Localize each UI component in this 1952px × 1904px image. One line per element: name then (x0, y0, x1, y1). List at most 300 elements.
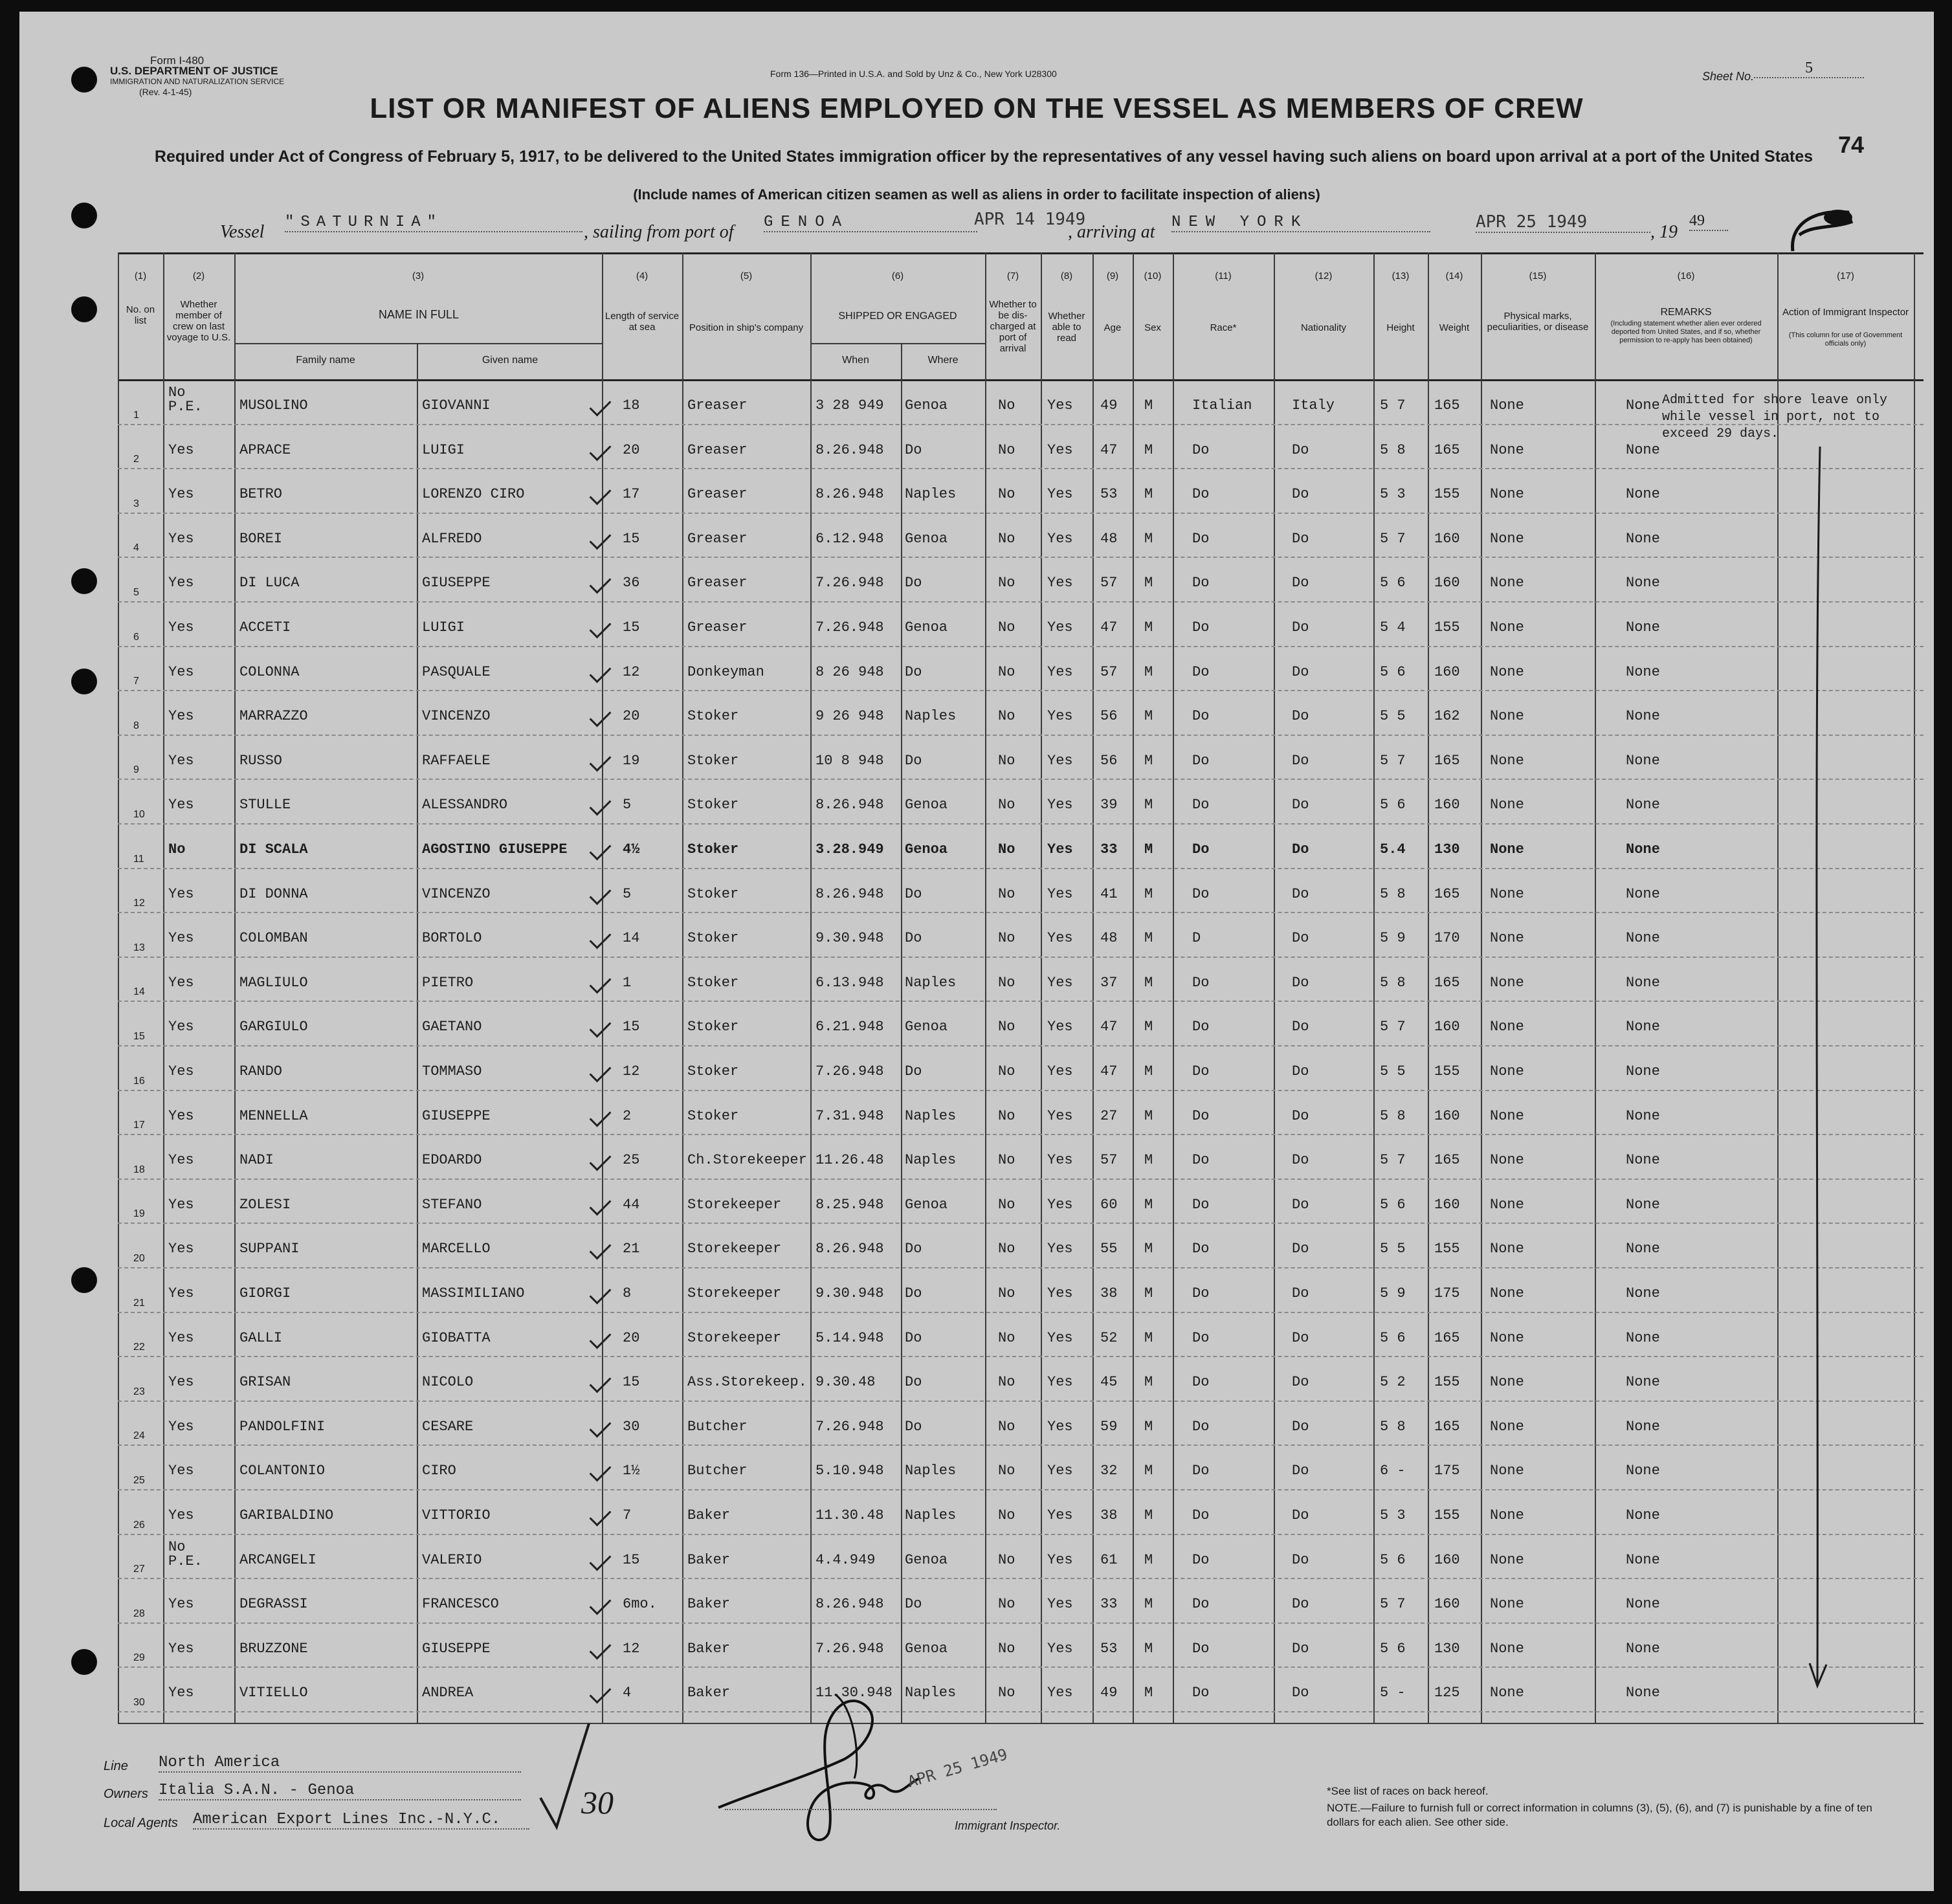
cell-marks: None (1490, 1596, 1524, 1613)
cell-family: ARCANGELI (239, 1551, 316, 1568)
race-note: *See list of races on back hereof. (1327, 1785, 1489, 1797)
cell-family: DI DONNA (239, 885, 308, 902)
cell-height: 5 7 (1380, 1019, 1406, 1035)
check-mark-icon (590, 1460, 612, 1482)
cell-discharged: No (998, 1019, 1015, 1035)
cell-read: Yes (1047, 575, 1073, 592)
cell-height: 5 6 (1380, 1640, 1406, 1657)
cell-where: Do (905, 1374, 922, 1391)
check-mark-icon (590, 527, 612, 549)
cell-when: 3 28 949 (815, 397, 884, 414)
cell-discharged: No (998, 1063, 1015, 1079)
cell-height: 5 2 (1380, 1374, 1406, 1391)
line-value: North America (159, 1754, 521, 1773)
page-title: LIST OR MANIFEST OF ALIENS EMPLOYED ON THE VESSEL AS MEMBERS OF CREW (370, 93, 1584, 124)
cell-family: GALLI (239, 1329, 283, 1346)
cell-nationality: Do (1292, 530, 1309, 547)
cell-race: Do (1192, 1063, 1210, 1079)
cell-where: Genoa (905, 1640, 948, 1657)
cell-remarks: None (1626, 1063, 1660, 1079)
cell-weight: 165 (1434, 1418, 1460, 1435)
cell-prev: Yes (168, 1196, 194, 1213)
cell-remarks: None (1626, 619, 1660, 636)
cell-height: 5 3 (1380, 1507, 1406, 1523)
cell-service: 1½ (623, 1463, 640, 1479)
cell-given: MASSIMILIANO (422, 1285, 525, 1301)
cell-weight: 162 (1434, 708, 1460, 725)
cell-remarks: None (1626, 1685, 1660, 1701)
cell-nationality: Do (1292, 1107, 1309, 1124)
row-number: 17 (133, 1120, 145, 1131)
cell-when: 9.30.48 (815, 1374, 876, 1391)
check-mark-icon (590, 927, 612, 949)
cell-read: Yes (1047, 1596, 1073, 1613)
cell-position: Stoker (687, 1107, 739, 1124)
cell-remarks: None (1626, 1196, 1660, 1213)
row-number: 19 (133, 1208, 145, 1220)
cell-given: VITTORIO (422, 1507, 491, 1523)
cell-remarks: None (1626, 1285, 1660, 1301)
row-number: 14 (133, 986, 145, 998)
cell-service: 4 (623, 1685, 632, 1701)
cell-age: 48 (1100, 930, 1118, 947)
cell-discharged: No (998, 1418, 1015, 1435)
cell-discharged: No (998, 1329, 1015, 1346)
check-mark-icon (590, 1327, 612, 1349)
cell-height: 5 8 (1380, 441, 1406, 458)
cell-position: Storekeeper (687, 1285, 782, 1301)
cell-nationality: Do (1292, 1152, 1309, 1169)
cell-weight: 165 (1434, 1152, 1460, 1169)
punch-hole (71, 669, 97, 694)
cell-where: Do (905, 1596, 922, 1613)
cell-service: 44 (623, 1196, 640, 1213)
cell-remarks: None (1626, 663, 1660, 680)
cell-service: 36 (623, 575, 640, 592)
cell-service: 12 (623, 1063, 640, 1079)
cell-weight: 160 (1434, 1107, 1460, 1124)
cell-prev: Yes (168, 1685, 194, 1701)
cell-race: Do (1192, 1019, 1210, 1035)
cell-age: 49 (1100, 1685, 1118, 1701)
cell-where: Naples (905, 974, 957, 991)
cell-when: 7.31.948 (815, 1107, 884, 1124)
form-header-block (110, 56, 284, 97)
manifest-sheet (19, 12, 1934, 1891)
cell-discharged: No (998, 885, 1015, 902)
row-number: 21 (133, 1297, 145, 1309)
cell-given: STEFANO (422, 1196, 482, 1213)
inspector-signature (705, 1681, 938, 1850)
cell-family: MUSOLINO (239, 397, 308, 414)
cell-weight: 160 (1434, 530, 1460, 547)
cell-discharged: No (998, 1374, 1015, 1391)
cell-height: 5 8 (1380, 1418, 1406, 1435)
cell-prev: Yes (168, 752, 194, 769)
cell-sex: M (1144, 1063, 1153, 1079)
cell-prev: Yes (168, 885, 194, 902)
cell-nationality: Do (1292, 1285, 1309, 1301)
cell-age: 38 (1100, 1285, 1118, 1301)
cell-race: Do (1192, 1463, 1210, 1479)
check-mark-icon (590, 1415, 612, 1437)
cell-when: 5.14.948 (815, 1329, 884, 1346)
cell-service: 20 (623, 708, 640, 725)
cell-when: 11.30.948 (815, 1685, 893, 1701)
cell-family: MENNELLA (239, 1107, 308, 1124)
cell-weight: 160 (1434, 1551, 1460, 1568)
cell-nationality: Do (1292, 930, 1309, 947)
cell-service: 21 (623, 1241, 640, 1257)
cell-marks: None (1490, 530, 1524, 547)
cell-remarks: None (1626, 397, 1660, 414)
col-num: (4) (636, 271, 649, 282)
row-number: 9 (133, 764, 139, 776)
cell-race: Do (1192, 575, 1210, 592)
cell-height: 5 5 (1380, 1063, 1406, 1079)
cell-height: 5 5 (1380, 1241, 1406, 1257)
cell-when: 11.26.48 (815, 1152, 884, 1169)
cell-marks: None (1490, 1463, 1524, 1479)
cell-marks: None (1490, 486, 1524, 503)
cell-read: Yes (1047, 752, 1073, 769)
cell-service: 17 (623, 486, 640, 503)
cell-read: Yes (1047, 974, 1073, 991)
cell-sex: M (1144, 752, 1153, 769)
col-num: (15) (1529, 271, 1547, 282)
cell-given: LUIGI (422, 619, 465, 636)
cell-family: RANDO (239, 1063, 283, 1079)
cell-marks: None (1490, 1285, 1524, 1301)
cell-read: Yes (1047, 930, 1073, 947)
check-mark-icon (590, 1061, 612, 1083)
cell-when: 9.30.948 (815, 1285, 884, 1301)
cell-age: 47 (1100, 441, 1118, 458)
cell-race: Do (1192, 486, 1210, 503)
cell-weight: 130 (1434, 841, 1460, 858)
cell-height: 5 8 (1380, 885, 1406, 902)
agents-value: American Export Lines Inc.-N.Y.C. (193, 1811, 529, 1830)
cell-family: DEGRASSI (239, 1596, 308, 1613)
cell-when: 8.26.948 (815, 797, 884, 814)
include-note: (Include names of American citizen seamen as well as aliens in order to facilitate inspection of aliens) (633, 186, 1320, 203)
punch-hole (71, 568, 97, 594)
cell-sex: M (1144, 1418, 1153, 1435)
cell-nationality: Do (1292, 486, 1309, 503)
cell-marks: None (1490, 708, 1524, 725)
cell-age: 48 (1100, 530, 1118, 547)
cell-prev: Yes (168, 930, 194, 947)
cell-read: Yes (1047, 530, 1073, 547)
cell-service: 12 (623, 663, 640, 680)
cell-marks: None (1490, 575, 1524, 592)
cell-marks: None (1490, 930, 1524, 947)
cell-height: 5 6 (1380, 1196, 1406, 1213)
cell-given: ALESSANDRO (422, 797, 508, 814)
cell-family: COLONNA (239, 663, 300, 680)
cell-age: 41 (1100, 885, 1118, 902)
col-header-name: NAME IN FULL (378, 308, 460, 321)
cell-position: Stoker (687, 797, 739, 814)
crew-manifest-table (118, 252, 1924, 1723)
cell-discharged: No (998, 663, 1015, 680)
cell-position: Stoker (687, 930, 739, 947)
check-mark-icon (590, 483, 612, 505)
check-mark-icon (590, 1283, 612, 1305)
cell-height: 5 9 (1380, 930, 1406, 947)
cell-where: Genoa (905, 1019, 948, 1035)
cell-where: Genoa (905, 530, 948, 547)
cell-marks: None (1490, 1551, 1524, 1568)
col-header-discharged: Whether to be dis-charged at port of arrival (989, 299, 1037, 354)
cell-given: TOMMASO (422, 1063, 482, 1079)
shore-leave-annotation (1662, 392, 1887, 443)
cell-given: FRANCESCO (422, 1596, 499, 1613)
cell-race: Do (1192, 1640, 1210, 1657)
check-mark-icon (590, 1105, 612, 1127)
cell-nationality: Do (1292, 1196, 1309, 1213)
check-mark-icon (590, 883, 612, 905)
check-mark-icon (590, 1193, 612, 1215)
col-header-where: Where (927, 355, 959, 366)
col-num: (10) (1144, 271, 1162, 282)
cell-remarks: None (1626, 797, 1660, 814)
cell-position: Donkeyman (687, 663, 764, 680)
cell-height: 5.4 (1380, 841, 1406, 858)
cell-sex: M (1144, 663, 1153, 680)
cell-read: Yes (1047, 441, 1073, 458)
note-label: NOTE. (1327, 1802, 1360, 1814)
cell-where: Do (905, 1329, 922, 1346)
row-number: 11 (133, 853, 144, 865)
cell-weight: 160 (1434, 663, 1460, 680)
cell-age: 57 (1100, 575, 1118, 592)
cell-race: Do (1192, 1418, 1210, 1435)
cell-family: BRUZZONE (239, 1640, 308, 1657)
cell-service: 18 (623, 397, 640, 414)
cell-weight: 165 (1434, 974, 1460, 991)
cell-where: Do (905, 885, 922, 902)
cell-position: Greaser (687, 575, 748, 592)
cell-family: GARGIULO (239, 1019, 308, 1035)
cell-when: 8.26.948 (815, 1596, 884, 1613)
row-number: 8 (133, 720, 139, 731)
cell-age: 56 (1100, 752, 1118, 769)
cell-discharged: No (998, 1107, 1015, 1124)
cell-position: Stoker (687, 708, 739, 725)
col-header-action-sub: (This column for use of Government officials only) (1788, 331, 1903, 348)
cell-weight: 155 (1434, 1063, 1460, 1079)
cell-prev: No P.E. (168, 1538, 203, 1569)
cell-family: COLOMBAN (239, 930, 308, 947)
cell-where: Do (905, 1418, 922, 1435)
cell-position: Ch.Storekeeper (687, 1152, 807, 1169)
cell-remarks: None (1626, 1241, 1660, 1257)
cell-when: 7.26.948 (815, 619, 884, 636)
cell-where: Do (905, 930, 922, 947)
cell-family: STULLE (239, 797, 291, 814)
cell-marks: None (1490, 619, 1524, 636)
cell-prev: Yes (168, 1063, 194, 1079)
cell-family: DI SCALA (239, 841, 308, 858)
col-header-age: Age (1104, 322, 1122, 333)
cell-sex: M (1144, 1551, 1153, 1568)
col-num: (3) (412, 271, 425, 282)
cell-when: 8.26.948 (815, 885, 884, 902)
cell-remarks: None (1626, 1551, 1660, 1568)
cell-service: 1 (623, 974, 632, 991)
cell-weight: 160 (1434, 797, 1460, 814)
cell-family: GIORGI (239, 1285, 291, 1301)
cell-when: 7.26.948 (815, 575, 884, 592)
cell-age: 33 (1100, 841, 1118, 858)
cell-race: Do (1192, 1152, 1210, 1169)
cell-service: 15 (623, 1551, 640, 1568)
cell-race: Do (1192, 797, 1210, 814)
cell-sex: M (1144, 1596, 1153, 1613)
cell-when: 7.26.948 (815, 1640, 884, 1657)
cell-position: Baker (687, 1596, 731, 1613)
cell-nationality: Do (1292, 575, 1309, 592)
cell-age: 57 (1100, 663, 1118, 680)
cell-read: Yes (1047, 1463, 1073, 1479)
cell-given: PASQUALE (422, 663, 491, 680)
cell-height: 5 7 (1380, 530, 1406, 547)
check-mark-icon (590, 1149, 612, 1171)
cell-discharged: No (998, 708, 1015, 725)
cell-position: Storekeeper (687, 1329, 782, 1346)
cell-family: APRACE (239, 441, 291, 458)
row-number: 5 (133, 587, 139, 598)
cell-nationality: Do (1292, 752, 1309, 769)
cell-weight: 175 (1434, 1463, 1460, 1479)
cell-remarks: None (1626, 1329, 1660, 1346)
cell-remarks: None (1626, 441, 1660, 458)
cell-read: Yes (1047, 841, 1073, 858)
cell-marks: None (1490, 441, 1524, 458)
cell-marks: None (1490, 885, 1524, 902)
cell-service: 8 (623, 1285, 632, 1301)
cell-remarks: None (1626, 1019, 1660, 1035)
col-num: (6) (891, 271, 904, 282)
cell-service: 6mo. (623, 1596, 657, 1613)
cell-age: 38 (1100, 1507, 1118, 1523)
cell-prev: No P.E. (168, 384, 203, 415)
col-header-marks: Physical marks, peculiarities, or disease (1487, 311, 1589, 333)
cell-race: Do (1192, 1596, 1210, 1613)
col-num: (17) (1837, 271, 1854, 282)
cell-height: 5 7 (1380, 752, 1406, 769)
cell-read: Yes (1047, 1107, 1073, 1124)
col-header-family: Family name (296, 355, 355, 366)
cell-nationality: Do (1292, 885, 1309, 902)
cell-prev: Yes (168, 1463, 194, 1479)
cell-where: Genoa (905, 841, 948, 858)
row-number: 2 (133, 454, 139, 465)
cell-given: CESARE (422, 1418, 474, 1435)
check-mark-icon (590, 1637, 612, 1659)
cell-read: Yes (1047, 1640, 1073, 1657)
cell-sex: M (1144, 1019, 1153, 1035)
cell-nationality: Do (1292, 1329, 1309, 1346)
col-header-sex: Sex (1144, 322, 1161, 333)
cell-position: Baker (687, 1640, 731, 1657)
cell-service: 20 (623, 441, 640, 458)
inspector-arrow (1801, 440, 1839, 1696)
cell-service: 20 (623, 1329, 640, 1346)
cell-nationality: Italy (1292, 397, 1335, 414)
cell-read: Yes (1047, 397, 1073, 414)
sheet-number: 5 (1754, 60, 1864, 78)
cell-age: 56 (1100, 708, 1118, 725)
cell-service: 4½ (623, 841, 640, 858)
cell-height: 5 6 (1380, 1551, 1406, 1568)
cell-age: 53 (1100, 486, 1118, 503)
col-header-action: Action of Immigrant Inspector (1782, 307, 1909, 318)
cell-service: 15 (623, 530, 640, 547)
cell-prev: Yes (168, 1596, 194, 1613)
check-mark-icon (590, 439, 612, 461)
col-header-remarks-sub: (Including statement whether alien ever ordered deported from United States, and if so, whether permission to re-apply has been obtained) (1610, 320, 1762, 344)
cell-nationality: Do (1292, 1640, 1309, 1657)
col-header-shipped: SHIPPED OR ENGAGED (838, 311, 957, 322)
cell-when: 9 26 948 (815, 708, 884, 725)
cell-marks: None (1490, 1152, 1524, 1169)
cell-position: Storekeeper (687, 1196, 782, 1213)
col-header-given: Given name (482, 355, 538, 366)
cell-remarks: None (1626, 1596, 1660, 1613)
cell-where: Naples (905, 1685, 957, 1701)
cell-weight: 160 (1434, 575, 1460, 592)
row-number: 1 (133, 409, 139, 421)
cell-weight: 160 (1434, 1596, 1460, 1613)
col-num: (8) (1060, 271, 1073, 282)
cell-given: RAFFAELE (422, 752, 491, 769)
cell-weight: 165 (1434, 885, 1460, 902)
cell-discharged: No (998, 1551, 1015, 1568)
cell-discharged: No (998, 441, 1015, 458)
cell-marks: None (1490, 1019, 1524, 1035)
cell-race: Do (1192, 708, 1210, 725)
cell-height: 5 - (1380, 1685, 1406, 1701)
cell-remarks: None (1626, 1507, 1660, 1523)
cell-height: 5 6 (1380, 1329, 1406, 1346)
cell-family: VITIELLO (239, 1685, 308, 1701)
cell-remarks: None (1626, 1418, 1660, 1435)
row-number: 15 (133, 1031, 145, 1042)
cell-service: 5 (623, 885, 632, 902)
cell-where: Genoa (905, 1551, 948, 1568)
cell-sex: M (1144, 1196, 1153, 1213)
cell-remarks: None (1626, 885, 1660, 902)
cell-height: 6 - (1380, 1463, 1406, 1479)
cell-read: Yes (1047, 1374, 1073, 1391)
cell-discharged: No (998, 619, 1015, 636)
cell-remarks: None (1626, 1463, 1660, 1479)
cell-sex: M (1144, 1241, 1153, 1257)
cell-race: Do (1192, 974, 1210, 991)
cell-weight: 155 (1434, 486, 1460, 503)
cell-where: Genoa (905, 397, 948, 414)
port-to: NEW YORK (1171, 214, 1430, 232)
cell-discharged: No (998, 397, 1015, 414)
cell-prev: Yes (168, 486, 194, 503)
check-mark-icon (590, 1238, 612, 1260)
cell-remarks: None (1626, 1107, 1660, 1124)
cell-discharged: No (998, 1285, 1015, 1301)
cell-where: Naples (905, 1463, 957, 1479)
cell-when: 10 8 948 (815, 752, 884, 769)
